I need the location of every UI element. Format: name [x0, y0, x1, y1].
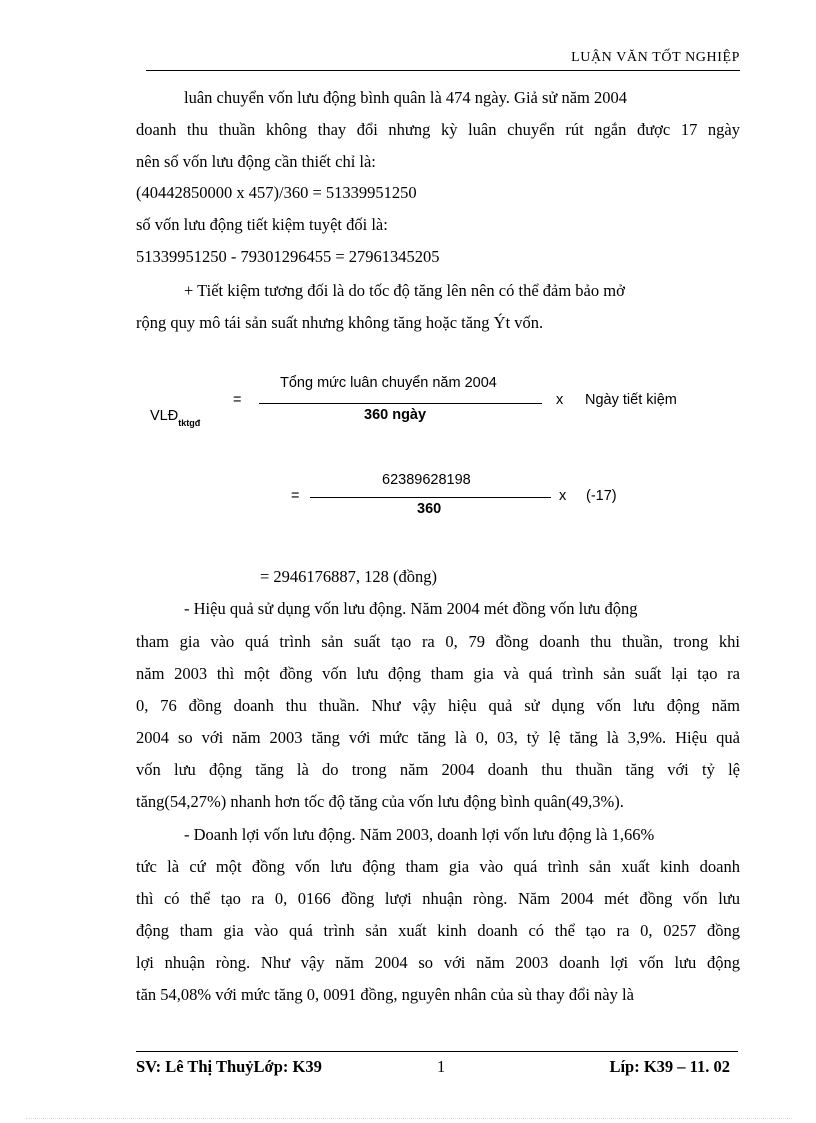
formula-lhs-subscript: tktgđ [178, 418, 201, 428]
text-line: tức là cứ một đồng vốn lưu động tham gia vào quá trình sản xuất kinh doanh [136, 857, 740, 876]
calculation-line: (40442850000 x 457)/360 = 51339951250 [136, 183, 417, 202]
formula-factor-value: (-17) [586, 488, 617, 504]
text-line: thì có thể tạo ra 0, 0166 đồng lượi nhuận ròng. Năm 2004 mét đồng vốn lưu [136, 889, 740, 908]
text-line: 2004 so với năm 2003 tăng với mức tăng là 0, 03, tỷ lệ tăng là 3,9%. Hiệu quả [136, 728, 740, 747]
footer-student: SV: Lê Thị ThuỷLớp: K39 [136, 1057, 322, 1076]
equals-sign: = [291, 488, 300, 504]
header-rule [146, 70, 740, 71]
footer-rule [136, 1051, 738, 1052]
text-line: tăn 54,08% với mức tăng 0, 0091 đồng, nguyên nhân của sù thay đổi này là [136, 985, 634, 1004]
formula-result: = 2946176887, 128 (đồng) [260, 567, 438, 586]
text-line: số vốn lưu động tiết kiệm tuyệt đối là: [136, 215, 388, 234]
text-line: luân chuyển vốn lưu động bình quân là 474 ngày. Giả sử năm 2004 [184, 88, 627, 107]
times-sign: x [556, 392, 564, 408]
text-line: doanh thu thuần không thay đổi nhưng kỳ luân chuyển rút ngắn được 17 ngày [136, 120, 740, 139]
text-line: lợi nhuận ròng. Như vậy năm 2004 so với năm 2003 doanh lợi vốn lưu động [136, 953, 740, 972]
text-line: động tham gia vào quá trình sản xuất kinh doanh có thể tạo ra 0, 0257 đồng [136, 921, 740, 940]
text-line: - Doanh lợi vốn lưu động. Năm 2003, doanh lợi vốn lưu động là 1,66% [184, 825, 655, 844]
text-line: tăng(54,27%) nhanh hơn tốc độ tăng của vốn lưu động bình quân(49,3%). [136, 792, 624, 811]
page-number: 1 [437, 1057, 446, 1076]
formula-numerator: Tổng mức luân chuyển năm 2004 [280, 375, 497, 391]
formula-denominator-value: 360 [417, 501, 442, 517]
formula-denominator: 360 ngày [364, 407, 427, 423]
formula-factor: Ngày tiết kiệm [585, 392, 677, 408]
page-edge-dotted [26, 1118, 792, 1119]
footer-class: Líp: K39 – 11. 02 [609, 1057, 730, 1076]
text-line: 0, 76 đồng doanh thu thuần. Như vậy hiệu quả sử dụng vốn lưu động năm [136, 696, 740, 715]
text-line: tham gia vào quá trình sản suất tạo ra 0, 79 đồng doanh thu thuần, trong khi [136, 632, 740, 651]
times-sign: x [559, 488, 567, 504]
equals-sign: = [233, 392, 242, 408]
formula-lhs [150, 408, 201, 428]
text-line: - Hiệu quả sử dụng vốn lưu động. Năm 2004 mét đồng vốn lưu động [184, 599, 638, 618]
fraction-bar [310, 497, 551, 498]
calculation-line: 51339951250 - 79301296455 = 27961345205 [136, 247, 440, 266]
fraction-bar [259, 403, 542, 404]
text-line: vốn lưu động tăng là do trong năm 2004 doanh thu thuần tăng với tỷ lệ [136, 760, 740, 779]
text-line: rộng quy mô tái sản suất nhưng không tăng hoặc tăng Ýt vốn. [136, 313, 544, 332]
text-line: nên số vốn lưu động cần thiết chỉ là: [136, 152, 376, 171]
running-header: LUẬN VĂN TỐT NGHIỆP [571, 50, 740, 65]
formula-lhs-label: VLĐ [150, 408, 179, 424]
text-line: năm 2003 thì một đồng vốn lưu động tham gia và quá trình sản suất lại tạo ra [136, 664, 740, 683]
text-line: + Tiết kiệm tương đối là do tốc độ tăng lên nên có thể đảm bảo mở [184, 281, 625, 300]
formula-numerator-value: 62389628198 [382, 472, 471, 488]
